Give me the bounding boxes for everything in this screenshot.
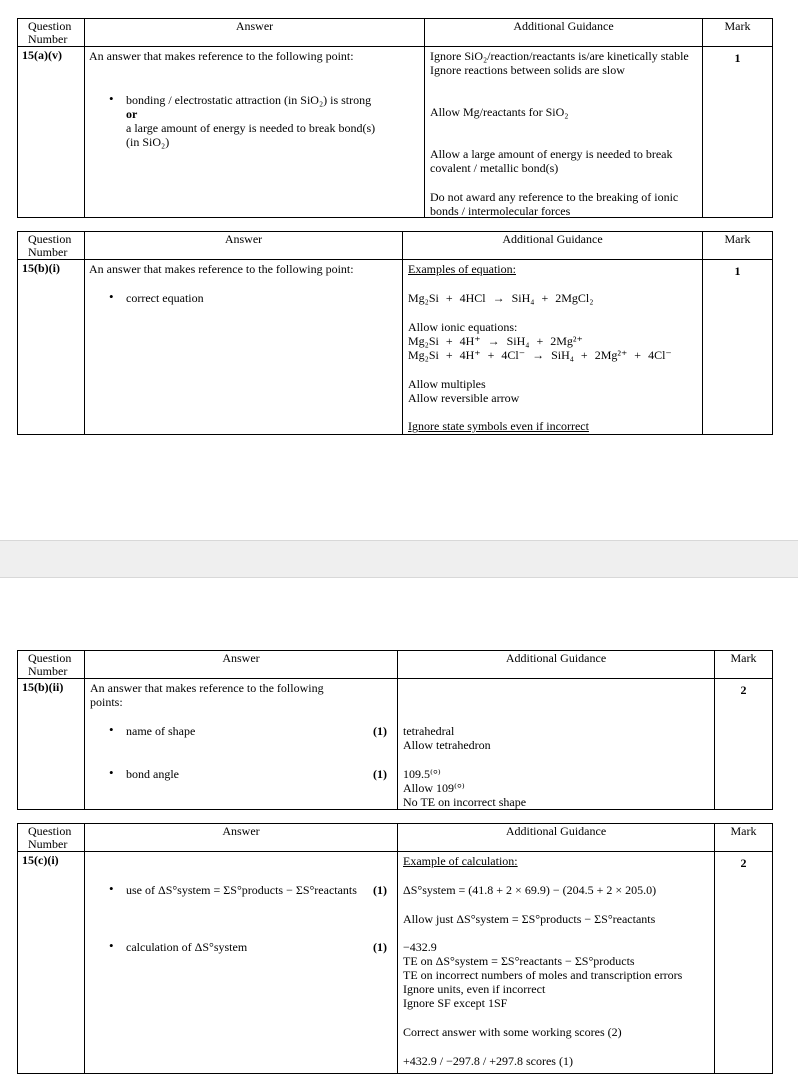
header-question-number: Question Number [18,232,85,260]
mark-value: 2 [715,679,773,810]
mark-scheme-table-15b-i [17,231,773,435]
guidance-line: Correct answer with some working scores (2) [403,1025,622,1039]
guidance-line: Allow just ΔS°system = ΣS°products − ΣS°reactants [403,912,656,926]
answer-intro: An answer that makes reference to the following point: [89,262,354,276]
guidance-line: TE on incorrect numbers of moles and transcription errors [403,968,683,982]
header-guidance: Additional Guidance [398,651,715,679]
bullet-mark: (1) [373,940,387,954]
guidance-line: bonds / intermolecular forces [430,204,571,218]
guidance-line: TE on ΔS°system = ΣS°reactants − ΣS°products [403,954,635,968]
answer-intro: An answer that makes reference to the following [90,681,324,695]
guidance-line: 109.5⁽°⁾ [403,767,441,781]
header-guidance: Additional Guidance [425,19,703,47]
guidance-line: Allow Mg/reactants for SiO₂ [430,105,569,119]
guidance-line: Allow reversible arrow [408,391,520,405]
guidance-line: Do not award any reference to the breaking of ionic [430,190,679,204]
calculation: ΔS°system = (41.8 + 2 × 69.9) − (204.5 + 2 × 205.0) [403,883,657,897]
guidance-line: Allow multiples [408,377,486,391]
header-mark: Mark [715,651,773,679]
header-guidance: Additional Guidance [398,824,715,852]
guidance-cell [398,852,715,1074]
guidance-line: Allow a large amount of energy is needed to break [430,147,673,161]
guidance-line: tetrahedral [403,724,455,738]
answer-bullet-line: • bonding / electrostatic attraction (in SiO₂) is strong [126,93,371,107]
example-heading: Example of calculation: [403,854,518,868]
mark-scheme-table-15b-ii [17,650,773,810]
guidance-line: No TE on incorrect shape [403,795,527,809]
ionic-heading: Allow ionic equations: [408,320,518,334]
answer-cell [85,47,425,218]
answer-cell [85,260,403,435]
bullet-mark: (1) [373,767,387,781]
equation: Mg₂Si + 4HCl → SiH₄ + 2MgCl₂ [408,291,594,305]
question-number: 15(b)(ii) [18,679,85,810]
answer-value: −432.9 [403,940,437,954]
guidance-line: Allow 109⁽°⁾ [403,781,465,795]
answer-intro: points: [90,695,123,709]
bullet-mark: (1) [373,883,387,897]
answer-cell [85,679,398,810]
equation: Mg₂Si + 4H⁺ → SiH₄ + 2Mg²⁺ [408,334,583,348]
equation: Mg₂Si + 4H⁺ + 4Cl⁻ → SiH₄ + 2Mg²⁺ + 4Cl⁻ [408,348,672,362]
guidance-cell [403,260,703,435]
answer-bullet: • correct equation [126,291,204,305]
header-question-number: Question Number [18,651,85,679]
header-mark: Mark [703,232,773,260]
answer-bullet: • use of ΔS°system = ΣS°products − ΣS°reactants [126,883,357,897]
guidance-line: Ignore SiO₂/reaction/reactants is/are kinetically stable [430,49,689,63]
bullet-mark: (1) [373,724,387,738]
page-separator [0,540,798,578]
mark-value: 1 [703,260,773,435]
header-question-number: Question Number [18,19,85,47]
answer-cell [85,852,398,1074]
guidance-cell [398,679,715,810]
header-answer: Answer [85,651,398,679]
answer-bullet: • name of shape [126,724,195,738]
header-guidance: Additional Guidance [403,232,703,260]
header-mark: Mark [703,19,773,47]
guidance-line: Ignore SF except 1SF [403,996,508,1010]
header-answer: Answer [85,232,403,260]
guidance-line: Ignore units, even if incorrect [403,982,546,996]
answer-or: or [126,107,138,121]
answer-bullet-line: a large amount of energy is needed to break bond(s) [126,121,376,135]
answer-bullet: • calculation of ΔS°system [126,940,247,954]
examples-heading: Examples of equation: [408,262,516,276]
guidance-line: +432.9 / −297.8 / +297.8 scores (1) [403,1054,573,1068]
guidance-line: Ignore state symbols even if incorrect [408,419,589,433]
question-number: 15(c)(i) [18,852,85,1074]
answer-bullet: • bond angle [126,767,179,781]
guidance-line: covalent / metallic bond(s) [430,161,559,175]
header-mark: Mark [715,824,773,852]
header-question-number: Question Number [18,824,85,852]
guidance-cell [425,47,703,218]
mark-scheme-table-15c-i [17,823,773,1074]
question-number: 15(b)(i) [18,260,85,435]
guidance-line: Ignore reactions between solids are slow [430,63,625,77]
guidance-line: Allow tetrahedron [403,738,491,752]
answer-intro: An answer that makes reference to the following point: [89,49,354,63]
answer-bullet-line: (in SiO₂) [126,135,170,149]
mark-scheme-table-15a-v [17,18,773,218]
mark-value: 1 [703,47,773,218]
header-answer: Answer [85,19,425,47]
mark-value: 2 [715,852,773,1074]
question-number: 15(a)(v) [18,47,85,218]
header-answer: Answer [85,824,398,852]
